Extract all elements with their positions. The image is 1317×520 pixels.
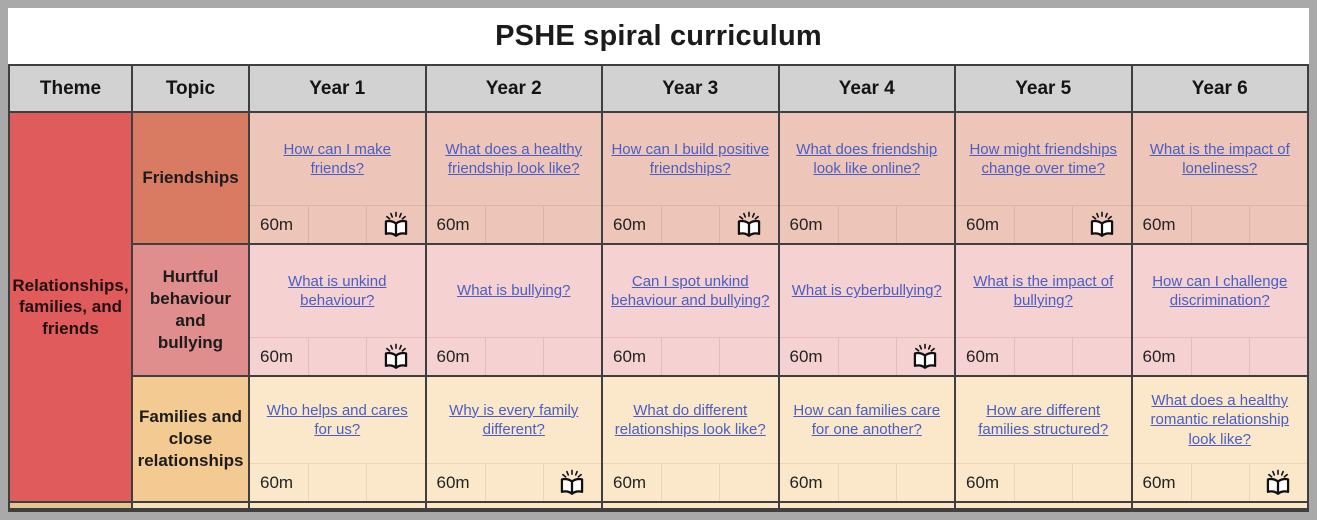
lesson-meta-strip xyxy=(780,463,955,501)
lesson-cell xyxy=(956,377,1131,501)
meta-spacer xyxy=(308,206,366,243)
meta-spacer xyxy=(485,206,543,243)
lesson-duration: 60m xyxy=(966,214,1000,234)
lesson-link[interactable]: What does friendship look like online? xyxy=(796,140,938,177)
page-title: PSHE spiral curriculum xyxy=(495,19,822,52)
lesson-duration: 60m xyxy=(613,214,647,234)
lesson-link[interactable]: What is unkind behaviour? xyxy=(288,272,387,309)
open-book-sparkle-icon xyxy=(1263,469,1293,497)
header-topic: Topic xyxy=(133,66,248,111)
open-book-sparkle-icon xyxy=(557,469,587,497)
topic-families: Families and close relationships xyxy=(133,377,248,501)
header-year-1: Year 1 xyxy=(250,66,425,111)
lesson-duration: 60m xyxy=(436,214,470,234)
next-row-sliver xyxy=(780,503,955,508)
lesson-cell xyxy=(250,377,425,501)
meta-spacer xyxy=(308,338,366,375)
lesson-link[interactable]: Can I spot unkind behaviour and bullying? xyxy=(611,272,770,309)
lesson-cell xyxy=(780,377,955,501)
title-bar xyxy=(8,8,1309,64)
header-year-3: Year 3 xyxy=(603,66,778,111)
open-book-sparkle-icon xyxy=(734,211,764,239)
header-year-6: Year 6 xyxy=(1133,66,1308,111)
lesson-link[interactable]: What does a healthy romantic relationship look like? xyxy=(1150,391,1289,448)
lesson-link[interactable]: How can I make friends? xyxy=(283,140,392,177)
lesson-meta-strip xyxy=(603,463,778,501)
lesson-meta-strip xyxy=(603,205,778,243)
open-book-sparkle-icon xyxy=(381,343,411,371)
lesson-meta-strip xyxy=(427,205,602,243)
lesson-link[interactable]: Why is every family different? xyxy=(449,401,579,438)
meta-spacer xyxy=(661,464,719,501)
lesson-link[interactable]: How might friendships change over time? xyxy=(969,140,1118,177)
lesson-meta-strip xyxy=(603,337,778,375)
lesson-meta-strip xyxy=(250,337,425,375)
lesson-cell xyxy=(427,245,602,375)
lesson-link[interactable]: How can I challenge discrimination? xyxy=(1152,272,1288,309)
topic-hurtful-behaviour: Hurtful behaviour and bullying xyxy=(133,245,248,375)
topic-friendships: Friendships xyxy=(133,113,248,243)
lesson-cell xyxy=(250,113,425,243)
lesson-meta-strip xyxy=(427,463,602,501)
lesson-duration: 60m xyxy=(1142,214,1176,234)
lesson-link[interactable]: How are different families structured? xyxy=(978,401,1109,438)
lesson-cell xyxy=(427,113,602,243)
meta-spacer xyxy=(1014,464,1072,501)
lesson-meta-strip xyxy=(250,463,425,501)
curriculum-table xyxy=(8,64,1309,512)
lesson-duration: 60m xyxy=(260,472,294,492)
lesson-link[interactable]: How can families care for one another? xyxy=(793,401,941,438)
lesson-cell xyxy=(780,113,955,243)
lesson-meta-strip xyxy=(956,463,1131,501)
lesson-meta-strip xyxy=(250,205,425,243)
lesson-link[interactable]: What is the impact of bullying? xyxy=(973,272,1114,309)
next-row-sliver xyxy=(250,503,425,508)
lesson-link[interactable]: What do different relationships look like? xyxy=(614,401,766,438)
lesson-meta-strip xyxy=(956,205,1131,243)
lesson-meta-strip xyxy=(780,205,955,243)
lesson-meta-strip xyxy=(956,337,1131,375)
lesson-duration: 60m xyxy=(436,472,470,492)
meta-spacer xyxy=(1014,206,1072,243)
header-year-5: Year 5 xyxy=(956,66,1131,111)
next-row-sliver-theme xyxy=(10,503,131,508)
meta-spacer xyxy=(308,464,366,501)
lesson-link[interactable]: What is the impact of loneliness? xyxy=(1149,140,1290,177)
meta-spacer xyxy=(1191,338,1249,375)
meta-spacer xyxy=(1191,206,1249,243)
lesson-duration: 60m xyxy=(613,346,647,366)
lesson-link[interactable]: What is cyberbullying? xyxy=(791,282,942,300)
meta-spacer xyxy=(485,338,543,375)
meta-spacer xyxy=(838,338,896,375)
meta-spacer xyxy=(485,464,543,501)
lesson-cell xyxy=(956,113,1131,243)
lesson-duration: 60m xyxy=(789,472,823,492)
theme-cell: Relationships, families, and friends xyxy=(10,113,131,501)
meta-spacer xyxy=(1191,464,1249,501)
lesson-duration: 60m xyxy=(1142,346,1176,366)
lesson-cell xyxy=(1133,377,1308,501)
header-theme: Theme xyxy=(10,66,131,111)
lesson-duration: 60m xyxy=(260,214,294,234)
lesson-link[interactable]: Who helps and cares for us? xyxy=(266,401,408,438)
lesson-duration: 60m xyxy=(966,346,1000,366)
open-book-sparkle-icon xyxy=(381,211,411,239)
lesson-meta-strip xyxy=(1133,205,1308,243)
lesson-meta-strip xyxy=(427,337,602,375)
lesson-cell xyxy=(427,377,602,501)
lesson-cell xyxy=(603,377,778,501)
open-book-sparkle-icon xyxy=(1087,211,1117,239)
next-row-sliver xyxy=(603,503,778,508)
lesson-cell xyxy=(603,113,778,243)
meta-spacer xyxy=(838,206,896,243)
lesson-cell xyxy=(780,245,955,375)
lesson-duration: 60m xyxy=(789,214,823,234)
lesson-meta-strip xyxy=(780,337,955,375)
next-row-sliver xyxy=(1133,503,1308,508)
lesson-link[interactable]: What is bullying? xyxy=(457,282,571,300)
lesson-duration: 60m xyxy=(789,346,823,366)
next-row-sliver xyxy=(956,503,1131,508)
lesson-duration: 60m xyxy=(613,472,647,492)
lesson-cell xyxy=(956,245,1131,375)
page-frame xyxy=(8,8,1309,512)
lesson-duration: 60m xyxy=(1142,472,1176,492)
next-row-sliver xyxy=(427,503,602,508)
lesson-duration: 60m xyxy=(966,472,1000,492)
next-row-sliver-topic xyxy=(133,503,248,508)
lesson-cell xyxy=(1133,113,1308,243)
meta-spacer xyxy=(1014,338,1072,375)
lesson-cell xyxy=(250,245,425,375)
lesson-meta-strip xyxy=(1133,463,1308,501)
lesson-duration: 60m xyxy=(436,346,470,366)
lesson-cell xyxy=(603,245,778,375)
header-year-4: Year 4 xyxy=(780,66,955,111)
open-book-sparkle-icon xyxy=(910,343,940,371)
header-year-2: Year 2 xyxy=(427,66,602,111)
meta-spacer xyxy=(661,206,719,243)
lesson-meta-strip xyxy=(1133,337,1308,375)
meta-spacer xyxy=(838,464,896,501)
lesson-duration: 60m xyxy=(260,346,294,366)
lesson-link[interactable]: How can I build positive friendships? xyxy=(611,140,770,177)
meta-spacer xyxy=(661,338,719,375)
lesson-cell xyxy=(1133,245,1308,375)
lesson-link[interactable]: What does a healthy friendship look like? xyxy=(445,140,583,177)
